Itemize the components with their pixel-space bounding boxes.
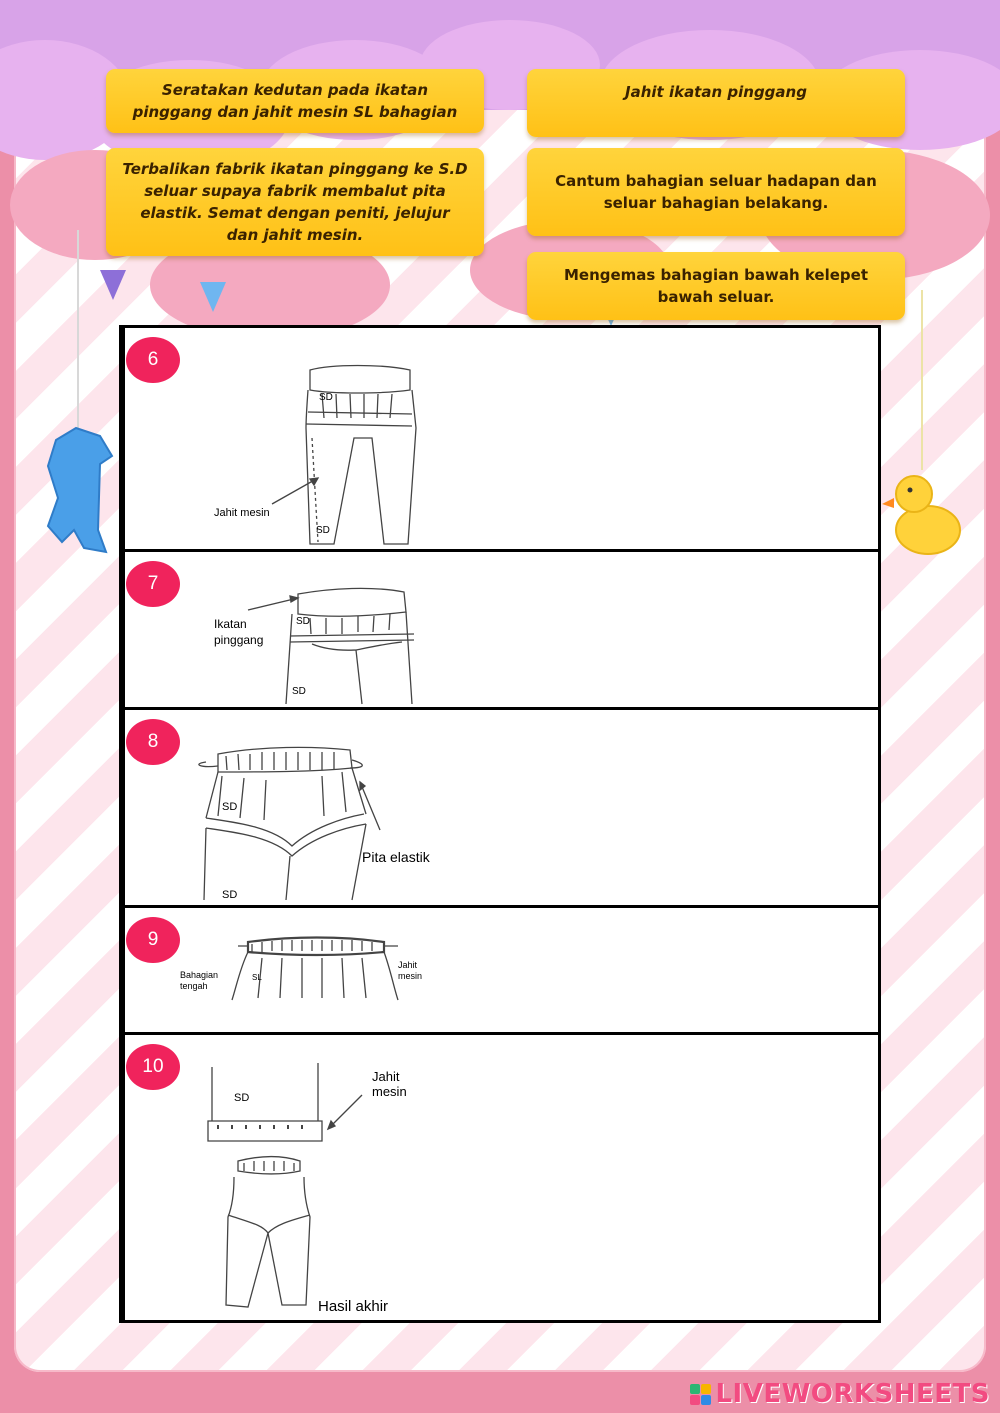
step-number-badge: 6 <box>126 337 180 383</box>
answer-card-text: Cantum bahagian seluar hadapan dan seluar bahagian belakang. <box>555 172 877 212</box>
step-number-badge: 9 <box>126 917 180 963</box>
illustration-label: SD <box>316 525 330 536</box>
illustration-label: SD <box>319 392 333 403</box>
answer-card-text: Jahit ikatan pinggang <box>625 83 807 101</box>
answer-card[interactable] <box>527 148 905 236</box>
step-row <box>121 709 880 907</box>
answer-card[interactable] <box>527 252 905 320</box>
illustration-label: Jahit mesin <box>214 507 270 519</box>
liveworksheets-logo-icon <box>690 1384 711 1405</box>
illustration-label: SD <box>296 616 310 627</box>
steps-table <box>119 325 881 1323</box>
hanging-baby-clothes-icon <box>40 230 120 560</box>
watermark-text: LIVEWORKSHEETS <box>715 1379 990 1409</box>
illustration-label: Hasil akhir <box>318 1298 389 1315</box>
illustration-label: SD <box>222 801 238 813</box>
step-number-badge: 8 <box>126 719 180 765</box>
answer-card-text: Seratakan kedutan pada ikatan pinggang dan jahit mesin SL bahagian <box>132 81 458 121</box>
illustration-label: SD <box>222 889 238 901</box>
illustration-label: mesin <box>372 1084 407 1099</box>
answer-drop-zone[interactable] <box>124 1034 880 1322</box>
illustration-label: pinggang <box>214 633 264 647</box>
illustration-label: Jahit <box>372 1069 400 1084</box>
step-row <box>121 551 880 709</box>
illustration-label: Bahagian <box>180 970 219 980</box>
step-row <box>121 907 880 1034</box>
answer-card-text: Mengemas bahagian bawah kelepet bawah seluar. <box>563 266 869 306</box>
step-number-badge: 10 <box>126 1044 180 1090</box>
illustration-label: Jahit <box>398 960 418 970</box>
illustration-label: SL <box>252 973 262 982</box>
answer-card-text: Terbalikan fabrik ikatan pinggang ke S.D seluar supaya fabrik membalut pita elastik. Semat dengan peniti, jelujur dan jahit mesin. <box>122 160 468 244</box>
bunting-flag-icon <box>200 282 226 312</box>
illustration-label: SD <box>292 686 306 697</box>
answer-drop-zone[interactable] <box>124 551 880 709</box>
step-number-badge: 7 <box>126 561 180 607</box>
illustration-label: tengah <box>180 981 208 991</box>
liveworksheets-watermark <box>690 1378 990 1410</box>
illustration-label: Ikatan <box>214 617 247 631</box>
step-row <box>121 1034 880 1322</box>
illustration-label: mesin <box>398 971 423 981</box>
answer-drop-zone[interactable] <box>124 709 880 907</box>
illustration-label: Pita elastik <box>362 849 430 865</box>
answer-card[interactable] <box>527 69 905 137</box>
answer-card[interactable] <box>106 148 484 256</box>
rubber-duck-icon <box>880 290 970 580</box>
answer-card[interactable] <box>106 69 484 133</box>
answer-drop-zone[interactable] <box>124 327 880 551</box>
illustration-label: SD <box>234 1092 250 1104</box>
step-row <box>121 327 880 551</box>
answer-drop-zone[interactable] <box>124 907 880 1034</box>
